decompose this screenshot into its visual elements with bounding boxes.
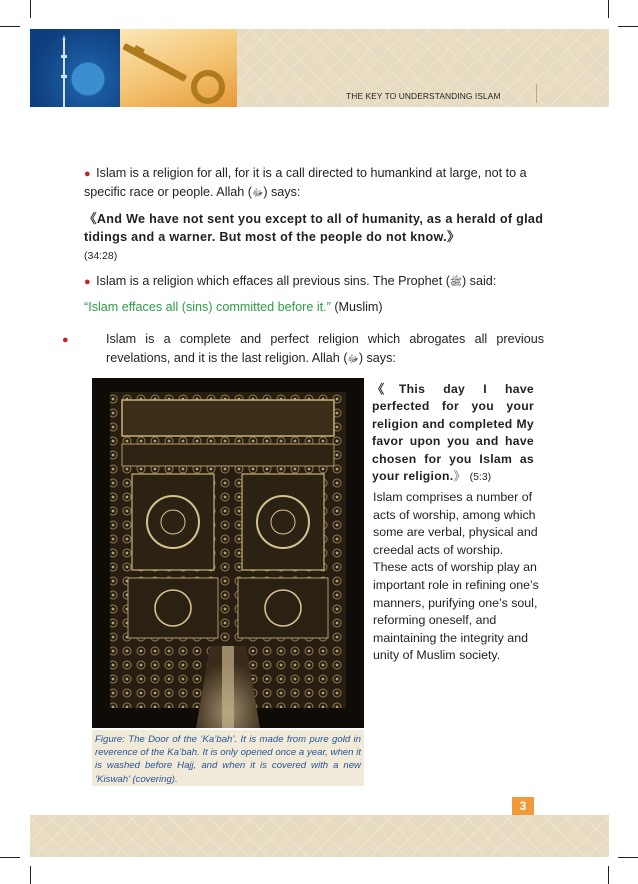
header-key-graphic (120, 29, 237, 107)
hadith-line (84, 298, 544, 316)
verse-open-bracket: 《 (84, 212, 97, 226)
crop-mark (618, 857, 638, 858)
paragraph-2-text: Islam is a religion which effaces all previous sins. The Prophet ( (96, 274, 450, 288)
key-icon (120, 29, 237, 107)
side-verse-reference: (5:3) (469, 471, 492, 484)
kaaba-door-photo (92, 378, 364, 728)
header-divider (536, 84, 537, 103)
paragraph-2 (84, 272, 544, 292)
crop-mark (0, 26, 20, 27)
crop-mark (608, 866, 609, 884)
bullet-icon: ● (84, 276, 91, 288)
kaaba-door-image (92, 378, 364, 728)
honorific-icon: ﷻ (347, 354, 359, 365)
minaret-icon (60, 35, 68, 107)
header-mosque-graphic (30, 29, 120, 107)
side-verse-block (372, 381, 534, 486)
side-verse-open-bracket: 《 (372, 382, 399, 396)
verse-1-reference: (34:28) (84, 250, 118, 262)
side-paragraph: Islam comprises a number of acts of worship, among which some are verbal, physical and creedal acts of worship. These acts of worship play an important role in refining one’s manners, purifying one’s soul, reforming oneself, and maintaining the integrity and unity of Muslim society. (373, 490, 539, 663)
bullet-icon: ● (84, 168, 91, 180)
crop-mark (30, 0, 31, 18)
paragraph-3 (62, 330, 544, 369)
paragraph-1 (84, 164, 544, 203)
bullet-icon: ● (62, 334, 69, 346)
crop-mark (608, 0, 609, 18)
verse-close-bracket: 》 (446, 230, 460, 244)
crop-mark (618, 26, 638, 27)
side-verse-close-bracket: 》 (453, 469, 466, 484)
honorific-icon: ﷺ (449, 277, 462, 288)
figure-caption: Figure: The Door of the ‘Ka’bah’. It is made from pure gold in reverence of the Ka’bah. It is only opened once a year, when it is washed before Hajj, and when it is covered with a new ‘Kiswah’ (covering). (92, 730, 364, 786)
footer-band (30, 815, 609, 857)
crop-mark (0, 857, 20, 858)
verse-1-text: And We have not sent you except to all of humanity, as a herald of glad tidings and a warner. But most of the people do not know. (84, 212, 544, 244)
page-number: 3 (512, 797, 534, 815)
side-verse-text: This day I have perfected for you your religion and completed My favor upon you and have chosen for you Islam as your religion. (372, 382, 534, 484)
paragraph-3-end: ) says: (358, 351, 396, 365)
hadith-reference: (Muslim) (334, 300, 383, 314)
paragraph-1-text: Islam is a religion for all, for it is a call directed to humankind at large, not to a specific race or people. Allah ( (84, 166, 527, 199)
honorific-icon: ﷻ (252, 188, 264, 199)
paragraph-2-end: ) said: (461, 274, 497, 288)
verse-block-1 (84, 210, 544, 265)
crop-mark (30, 866, 31, 884)
hadith-text: “Islam effaces all (sins) committed before it.” (84, 300, 331, 314)
running-header-title: THE KEY TO UNDERSTANDING ISLAM (346, 91, 501, 101)
paragraph-3-text: Islam is a complete and perfect religion which abrogates all previous revelations, and it is the last religion. Allah ( (106, 332, 544, 365)
paragraph-1-end: ) says: (263, 185, 301, 199)
